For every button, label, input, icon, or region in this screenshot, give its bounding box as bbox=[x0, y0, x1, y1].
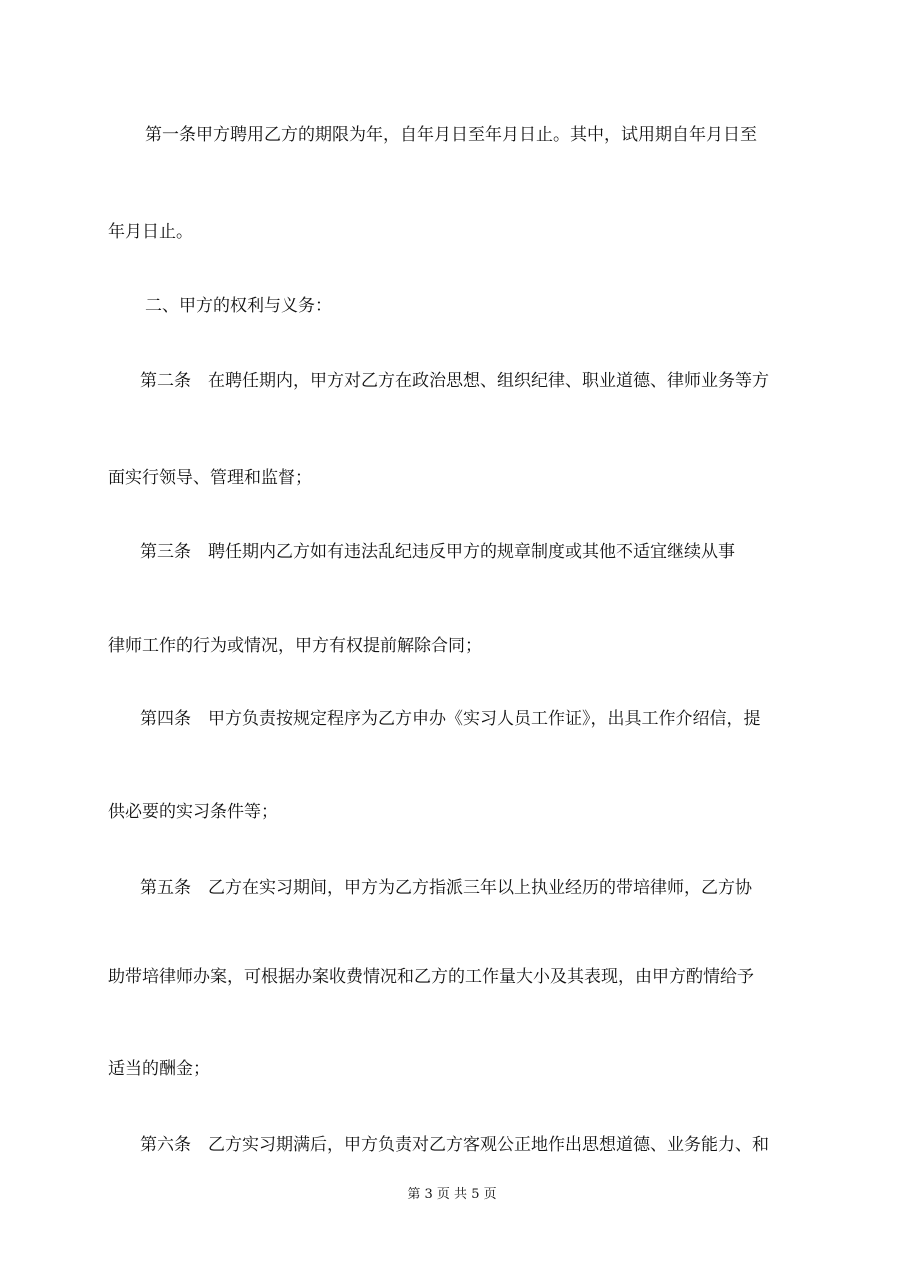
clause-1-line-2: 年月日止。 bbox=[108, 222, 193, 242]
clause-5-line-3: 适当的酬金； bbox=[108, 1059, 210, 1079]
clause-2-line-2: 面实行领导、管理和监督； bbox=[108, 468, 312, 488]
section-heading-party-a-rights: 二、甲方的权利与义务： bbox=[145, 296, 332, 316]
clause-5-line-1: 第五条 乙方在实习期间，甲方为乙方指派三年以上执业经历的带培律师，乙方协 bbox=[140, 878, 752, 898]
clause-6-line-1: 第六条 乙方实习期满后，甲方负责对乙方客观公正地作出思想道德、业务能力、和 bbox=[140, 1135, 769, 1155]
clause-4-line-2: 供必要的实习条件等； bbox=[108, 802, 278, 822]
clause-3-line-2: 律师工作的行为或情况，甲方有权提前解除合同； bbox=[108, 636, 482, 656]
clause-5-line-2: 助带培律师办案，可根据办案收费情况和乙方的工作量大小及其表现，由甲方酌情给予 bbox=[108, 967, 754, 987]
page-number-footer: 第 3 页 共 5 页 bbox=[407, 1187, 497, 1202]
clause-3-line-1: 第三条 聘任期内乙方如有违法乱纪违反甲方的规章制度或其他不适宜继续从事 bbox=[140, 542, 735, 562]
clause-4-line-1: 第四条 甲方负责按规定程序为乙方申办《实习人员工作证》，出具工作介绍信，提 bbox=[140, 709, 761, 729]
clause-1-line-1: 第一条甲方聘用乙方的期限为年，自年月日至年月日止。其中，试用期自年月日至 bbox=[145, 125, 757, 145]
clause-2-line-1: 第二条 在聘任期内，甲方对乙方在政治思想、组织纪律、职业道德、律师业务等方 bbox=[140, 371, 769, 391]
